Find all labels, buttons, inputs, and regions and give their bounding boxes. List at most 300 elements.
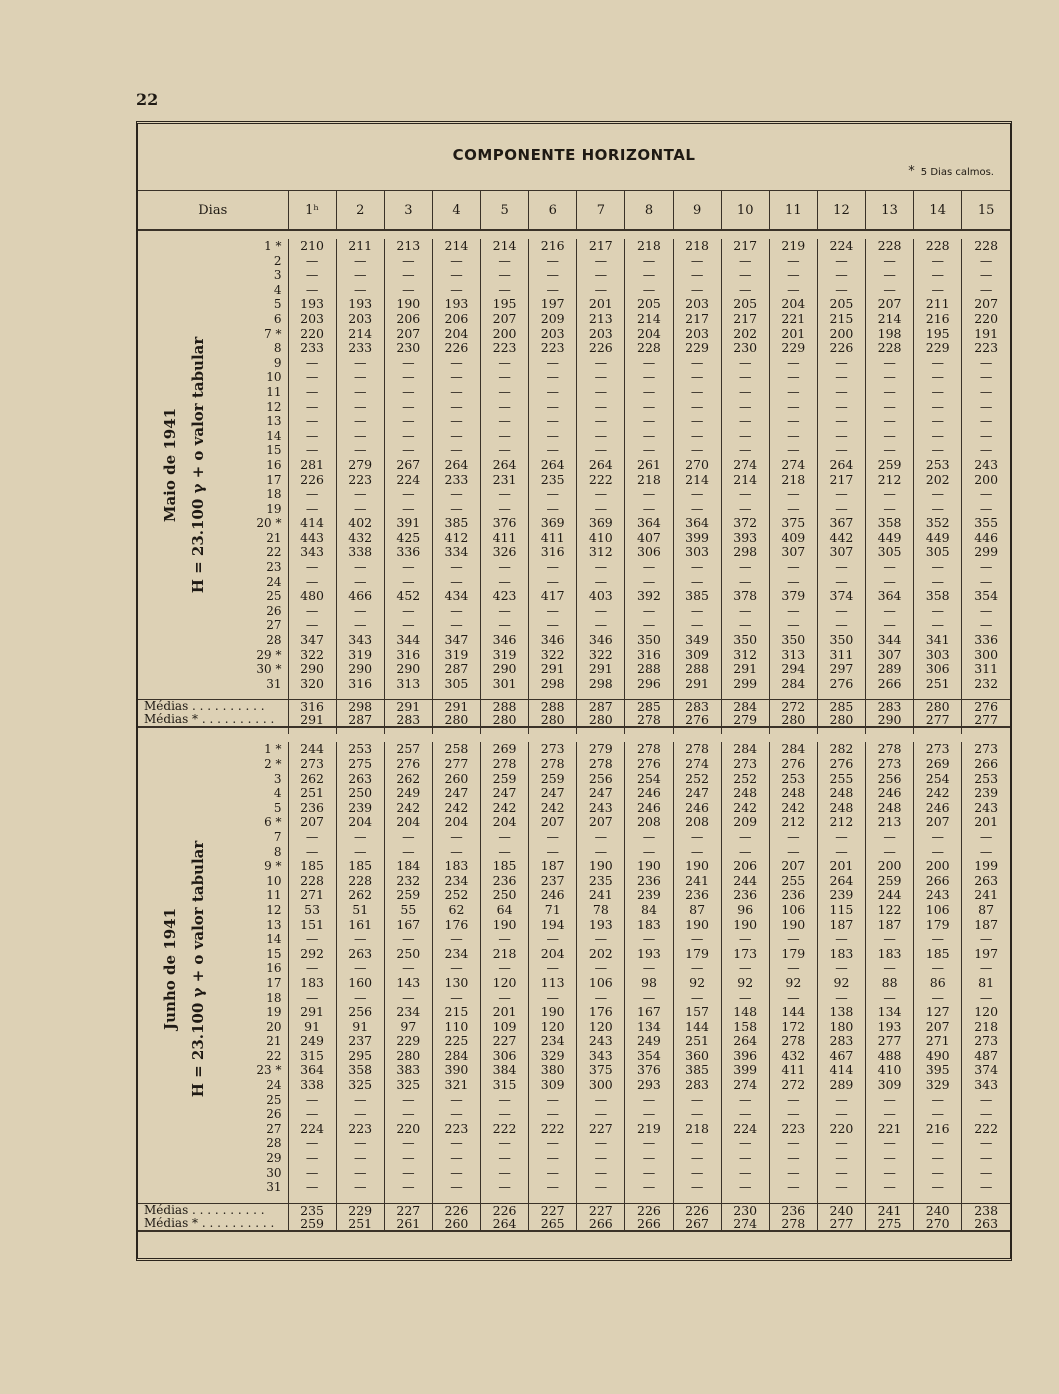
value-cell: 243 [914, 888, 962, 903]
value-cell: — [384, 1180, 432, 1195]
day-label: 31 [266, 1180, 282, 1195]
average-value: 280 [577, 713, 625, 727]
value-cell: — [769, 370, 817, 385]
value-cell: — [914, 1093, 962, 1108]
value-cell: 309 [866, 1078, 914, 1093]
value-cell: 161 [336, 918, 384, 933]
value-cell: 272 [769, 1078, 817, 1093]
value-cell: — [432, 991, 480, 1006]
value-cell: 246 [866, 786, 914, 801]
value-cell: 209 [721, 815, 769, 830]
value-cell: 316 [336, 677, 384, 692]
day-label: 27 [266, 618, 282, 633]
value-cell: 294 [769, 662, 817, 677]
value-cell: — [288, 560, 336, 575]
value-cell: 291 [721, 662, 769, 677]
value-cell: — [577, 268, 625, 283]
value-cell: 242 [914, 786, 962, 801]
value-cell: 212 [817, 815, 865, 830]
value-cell: — [866, 604, 914, 619]
value-cell: — [481, 429, 529, 444]
value-cell: — [336, 830, 384, 845]
average-value: 279 [721, 713, 769, 727]
day-label: 2 [273, 253, 282, 268]
value-cell: 283 [673, 1078, 721, 1093]
value-cell: — [432, 414, 480, 429]
value-cell: 316 [529, 545, 577, 560]
value-cell: 201 [577, 297, 625, 312]
value-cell: — [673, 385, 721, 400]
value-cell: 410 [577, 531, 625, 546]
value-cell: 87 [962, 903, 1010, 918]
value-cell: 190 [384, 297, 432, 312]
value-cell: 241 [673, 874, 721, 889]
value-cell: 214 [625, 312, 673, 327]
value-cell: 185 [288, 859, 336, 874]
table-row [138, 1107, 1010, 1122]
value-cell: 414 [817, 1063, 865, 1078]
value-cell: — [769, 1151, 817, 1166]
spacer-cell [288, 727, 336, 734]
value-cell: 215 [432, 1005, 480, 1020]
table-row [138, 1136, 1010, 1151]
value-cell: — [769, 400, 817, 415]
value-cell: 278 [673, 742, 721, 757]
average-value: 274 [721, 1217, 769, 1231]
value-cell: 211 [914, 297, 962, 312]
value-cell: — [288, 385, 336, 400]
value-cell: 209 [529, 312, 577, 327]
value-cell: — [769, 356, 817, 371]
value-cell: — [529, 400, 577, 415]
value-cell: 234 [384, 1005, 432, 1020]
value-cell: — [625, 414, 673, 429]
value-cell: — [481, 502, 529, 517]
value-cell: 243 [962, 458, 1010, 473]
leader-dots: . . . . . . . . . . [198, 1215, 275, 1230]
value-cell: 256 [336, 1005, 384, 1020]
average-value: 261 [384, 1217, 432, 1231]
value-cell: 425 [384, 531, 432, 546]
table-row [138, 341, 1010, 356]
value-cell: 284 [769, 677, 817, 692]
value-cell: — [914, 961, 962, 976]
value-cell: — [673, 1180, 721, 1195]
value-cell: — [432, 845, 480, 860]
value-cell: — [721, 268, 769, 283]
value-cell: 391 [384, 516, 432, 531]
value-cell: 212 [866, 473, 914, 488]
value-cell: — [577, 356, 625, 371]
average-value: 277 [914, 713, 962, 727]
value-cell: — [673, 254, 721, 269]
table-row [138, 903, 1010, 918]
value-cell: 228 [288, 874, 336, 889]
value-cell: 217 [817, 473, 865, 488]
value-cell: — [577, 429, 625, 444]
value-cell: 239 [625, 888, 673, 903]
table-title: COMPONENTE HORIZONTAL [452, 146, 696, 164]
value-cell: 187 [962, 918, 1010, 933]
day-label: 12 [266, 399, 282, 414]
value-cell: 224 [384, 473, 432, 488]
value-cell: 350 [625, 633, 673, 648]
value-cell: 278 [577, 757, 625, 772]
value-cell: 87 [673, 903, 721, 918]
horizontal-component-table [138, 190, 1010, 1232]
header-hour-14: 14 [914, 191, 962, 231]
value-cell: — [384, 283, 432, 298]
value-cell: 270 [673, 458, 721, 473]
month-formula: H = 23.100 γ + o valor tabular [189, 840, 207, 1097]
value-cell: — [384, 845, 432, 860]
average-value: 283 [673, 700, 721, 714]
value-cell: — [529, 560, 577, 575]
value-cell: 263 [336, 947, 384, 962]
value-cell: — [432, 1151, 480, 1166]
value-cell: 273 [914, 742, 962, 757]
average-value: 240 [914, 1203, 962, 1217]
value-cell: 374 [962, 1063, 1010, 1078]
day-label: 23 [266, 560, 282, 575]
day-label: 22 [266, 1048, 282, 1063]
value-cell: — [625, 385, 673, 400]
value-cell: 184 [384, 859, 432, 874]
value-cell: — [529, 370, 577, 385]
value-cell: 329 [529, 1049, 577, 1064]
value-cell: 205 [625, 297, 673, 312]
value-cell: — [481, 283, 529, 298]
value-cell: 309 [673, 648, 721, 663]
value-cell: 185 [336, 859, 384, 874]
averages-label [138, 1217, 288, 1231]
value-cell: 271 [288, 888, 336, 903]
value-cell: 266 [914, 874, 962, 889]
value-cell: — [336, 283, 384, 298]
value-cell: 179 [769, 947, 817, 962]
value-cell: 86 [914, 976, 962, 991]
value-cell: 249 [288, 1034, 336, 1049]
value-cell: — [866, 1136, 914, 1151]
value-cell: 319 [336, 648, 384, 663]
value-cell: — [625, 429, 673, 444]
value-cell: 106 [577, 976, 625, 991]
value-cell: — [721, 1180, 769, 1195]
value-cell: — [336, 370, 384, 385]
value-cell: 207 [577, 815, 625, 830]
value-cell: — [432, 356, 480, 371]
value-cell: — [721, 575, 769, 590]
value-cell: 396 [721, 1049, 769, 1064]
value-cell: 264 [481, 458, 529, 473]
value-cell: 291 [529, 662, 577, 677]
value-cell: 216 [914, 1122, 962, 1137]
value-cell: — [336, 560, 384, 575]
value-cell: 319 [481, 648, 529, 663]
value-cell: 279 [577, 742, 625, 757]
value-cell: — [673, 268, 721, 283]
table-row [138, 560, 1010, 575]
value-cell: 434 [432, 589, 480, 604]
value-cell: 228 [866, 341, 914, 356]
value-cell: 287 [432, 662, 480, 677]
value-cell: — [481, 618, 529, 633]
value-cell: 229 [384, 1034, 432, 1049]
value-cell: 298 [529, 677, 577, 692]
value-cell: — [817, 991, 865, 1006]
value-cell: 378 [721, 589, 769, 604]
value-cell: — [625, 1107, 673, 1122]
value-cell: 157 [673, 1005, 721, 1020]
value-cell: 246 [529, 888, 577, 903]
value-cell: 207 [529, 815, 577, 830]
spacer-cell [866, 727, 914, 734]
table-row [138, 1020, 1010, 1035]
value-cell: 233 [336, 341, 384, 356]
day-label: 19 [266, 1005, 282, 1020]
header-hour-2: 2 [336, 191, 384, 231]
averages-label-text: Médias [144, 1202, 189, 1217]
value-cell: — [625, 254, 673, 269]
value-cell: — [673, 575, 721, 590]
value-cell: — [577, 370, 625, 385]
value-cell: — [721, 429, 769, 444]
value-cell: — [673, 1107, 721, 1122]
value-cell: 264 [721, 1034, 769, 1049]
day-label: 16 [266, 961, 282, 976]
day-label: 17 [266, 975, 282, 990]
day-label: 24 [266, 1078, 282, 1093]
value-cell: — [336, 991, 384, 1006]
value-cell: — [817, 268, 865, 283]
value-cell: — [721, 254, 769, 269]
value-cell: — [625, 356, 673, 371]
day-label: 27 [266, 1121, 282, 1136]
average-value: 240 [817, 1203, 865, 1217]
value-cell: — [577, 1180, 625, 1195]
value-cell: — [962, 961, 1010, 976]
value-cell: 248 [721, 786, 769, 801]
value-cell: — [721, 1107, 769, 1122]
value-cell: — [336, 932, 384, 947]
value-cell: — [288, 268, 336, 283]
value-cell: 290 [481, 662, 529, 677]
value-cell: — [962, 502, 1010, 517]
value-cell: 204 [481, 815, 529, 830]
value-cell: 193 [625, 947, 673, 962]
value-cell: 263 [336, 772, 384, 787]
value-cell: — [673, 1166, 721, 1181]
day-label: 6 * [264, 815, 282, 830]
value-cell: — [336, 1151, 384, 1166]
value-cell: 276 [817, 677, 865, 692]
value-cell: 380 [529, 1063, 577, 1078]
value-cell: — [384, 487, 432, 502]
value-cell: — [481, 845, 529, 860]
value-cell: — [529, 604, 577, 619]
value-cell: 183 [288, 976, 336, 991]
value-cell: 315 [481, 1078, 529, 1093]
table-row [138, 830, 1010, 845]
value-cell: — [336, 1107, 384, 1122]
value-cell: 51 [336, 903, 384, 918]
average-value: 226 [481, 1203, 529, 1217]
value-cell: 274 [721, 458, 769, 473]
day-label: 11 [266, 384, 282, 399]
value-cell: — [721, 961, 769, 976]
value-cell: 96 [721, 903, 769, 918]
value-cell: — [288, 575, 336, 590]
value-cell: 197 [529, 297, 577, 312]
value-cell: 207 [769, 859, 817, 874]
value-cell: — [866, 845, 914, 860]
value-cell: — [962, 991, 1010, 1006]
value-cell: 193 [336, 297, 384, 312]
average-value: 230 [721, 1203, 769, 1217]
value-cell: 204 [432, 327, 480, 342]
header-hour-13: 13 [866, 191, 914, 231]
value-cell: 201 [481, 1005, 529, 1020]
value-cell: — [769, 604, 817, 619]
value-cell: 279 [336, 458, 384, 473]
day-label: 19 [266, 501, 282, 516]
value-cell: — [432, 1166, 480, 1181]
value-cell: — [817, 1166, 865, 1181]
value-cell: 214 [673, 473, 721, 488]
value-cell: — [336, 254, 384, 269]
calm-days-note-text: 5 Dias calmos. [920, 167, 994, 178]
value-cell: — [481, 575, 529, 590]
value-cell: 274 [673, 757, 721, 772]
value-cell: — [432, 268, 480, 283]
header-hour-7: 7 [577, 191, 625, 231]
month-vertical-label [156, 337, 212, 594]
value-cell: — [384, 254, 432, 269]
value-cell: 346 [577, 633, 625, 648]
value-cell: — [481, 560, 529, 575]
value-cell: — [817, 932, 865, 947]
average-value: 276 [962, 700, 1010, 714]
day-label: 30 [266, 1165, 282, 1180]
value-cell: — [432, 254, 480, 269]
day-label: 23 * [256, 1063, 282, 1078]
value-cell: — [336, 487, 384, 502]
average-value: 270 [914, 1217, 962, 1231]
value-cell: 284 [721, 742, 769, 757]
value-cell: 187 [866, 918, 914, 933]
table-row [138, 662, 1010, 677]
value-cell: — [336, 443, 384, 458]
value-cell: 367 [817, 516, 865, 531]
value-cell: 88 [866, 976, 914, 991]
value-cell: 217 [721, 239, 769, 254]
value-cell: — [577, 1093, 625, 1108]
value-cell: 224 [288, 1122, 336, 1137]
value-cell: 230 [721, 341, 769, 356]
value-cell: 257 [384, 742, 432, 757]
spacer-cell [721, 727, 769, 734]
value-cell: 223 [962, 341, 1010, 356]
table-row [138, 991, 1010, 1006]
value-cell: — [625, 1151, 673, 1166]
value-cell: — [384, 1136, 432, 1151]
value-cell: 176 [432, 918, 480, 933]
value-cell: 228 [625, 341, 673, 356]
value-cell: 311 [817, 648, 865, 663]
day-label: 30 * [256, 662, 282, 677]
average-value: 287 [577, 700, 625, 714]
value-cell: — [288, 254, 336, 269]
value-cell: — [962, 283, 1010, 298]
value-cell: 218 [962, 1020, 1010, 1035]
value-cell: — [962, 604, 1010, 619]
value-cell: 244 [866, 888, 914, 903]
value-cell: — [817, 443, 865, 458]
value-cell: 205 [721, 297, 769, 312]
table-row [138, 859, 1010, 874]
value-cell: — [914, 414, 962, 429]
value-cell: 226 [577, 341, 625, 356]
average-value: 283 [866, 700, 914, 714]
day-label: 4 [273, 282, 282, 297]
value-cell: 226 [817, 341, 865, 356]
value-cell: 213 [577, 312, 625, 327]
average-value: 277 [962, 713, 1010, 727]
value-cell: — [384, 1093, 432, 1108]
value-cell: 372 [721, 516, 769, 531]
value-cell: 247 [481, 786, 529, 801]
value-cell: 234 [432, 874, 480, 889]
value-cell: 226 [432, 341, 480, 356]
value-cell: 254 [914, 772, 962, 787]
value-cell: — [288, 618, 336, 633]
value-cell: 251 [673, 1034, 721, 1049]
value-cell: 369 [529, 516, 577, 531]
table-row [138, 1063, 1010, 1078]
value-cell: — [769, 502, 817, 517]
value-cell: — [625, 487, 673, 502]
value-cell: 264 [432, 458, 480, 473]
value-cell: — [769, 991, 817, 1006]
day-label: 16 [266, 457, 282, 472]
average-value: 277 [817, 1217, 865, 1231]
value-cell: — [817, 1107, 865, 1122]
table-row [138, 648, 1010, 663]
value-cell: 232 [384, 874, 432, 889]
value-cell: 204 [432, 815, 480, 830]
value-cell: — [529, 575, 577, 590]
value-cell: 138 [817, 1005, 865, 1020]
value-cell: — [721, 604, 769, 619]
month-vertical-label [156, 840, 212, 1097]
value-cell: 193 [432, 297, 480, 312]
value-cell: 236 [481, 874, 529, 889]
day-label: 10 [266, 873, 282, 888]
value-cell: — [721, 932, 769, 947]
table-row [138, 618, 1010, 633]
value-cell: — [962, 1136, 1010, 1151]
value-cell: — [529, 1151, 577, 1166]
day-label: 25 [266, 589, 282, 604]
header-hour-8: 8 [625, 191, 673, 231]
value-cell: — [577, 560, 625, 575]
average-value: 285 [625, 700, 673, 714]
value-cell: 349 [673, 633, 721, 648]
value-cell: 274 [721, 1078, 769, 1093]
value-cell: 246 [914, 801, 962, 816]
value-cell: 195 [914, 327, 962, 342]
value-cell: — [625, 1166, 673, 1181]
